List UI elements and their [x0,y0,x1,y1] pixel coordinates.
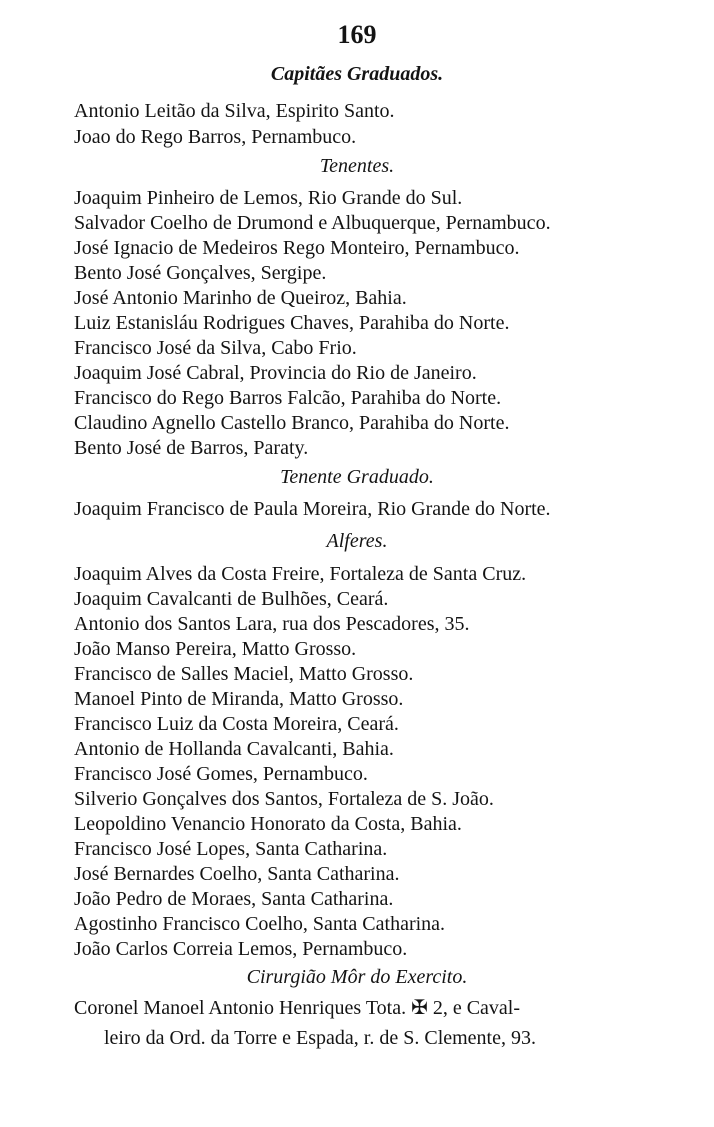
list-item: Leopoldino Venancio Honorato da Costa, Bahia. [74,813,462,835]
list-item: Bento José de Barros, Paraty. [74,437,309,459]
list-item: Salvador Coelho de Drumond e Albuquerque, Pernambuco. [74,212,551,234]
list-item: Joaquim Pinheiro de Lemos, Rio Grande do Sul. [74,187,463,209]
section-heading-capitaes-graduados: Capitães Graduados. [270,63,444,85]
section-heading-alferes: Alferes. [326,530,388,552]
list-item: João Manso Pereira, Matto Grosso. [74,638,357,660]
list-item: Antonio de Hollanda Cavalcanti, Bahia. [74,738,394,760]
list-item: Joaquim José Cabral, Provincia do Rio de Janeiro. [74,362,477,384]
list-item: Francisco de Salles Maciel, Matto Grosso. [74,663,414,685]
list-item [74,993,714,1053]
page-number: 169 [337,20,377,49]
section-heading-tenente-graduado: Tenente Graduado. [280,466,434,488]
list-item: Francisco do Rego Barros Falcão, Parahiba do Norte. [74,387,502,409]
list-item: Bento José Gonçalves, Sergipe. [74,262,327,284]
list-item: Claudino Agnello Castello Branco, Parahiba do Norte. [74,412,510,434]
entry-line-2: leiro da Ord. da Torre e Espada, r. de S. Clemente, 93. [104,1027,536,1049]
list-item: Manoel Pinto de Miranda, Matto Grosso. [74,688,404,710]
list-item: Joao do Rego Barros, Pernambuco. [74,126,357,148]
list-item: Joaquim Cavalcanti de Bulhões, Ceará. [74,588,389,610]
list-item: Joaquim Alves da Costa Freire, Fortaleza de Santa Cruz. [74,563,527,585]
section-heading-cirurgiao-mor: Cirurgião Môr do Exercito. [246,966,468,988]
list-item: José Antonio Marinho de Queiroz, Bahia. [74,287,407,309]
entry-line-1: Coronel Manoel Antonio Henriques Tota. ✠ 2, e Caval- [74,997,521,1019]
list-item: Agostinho Francisco Coelho, Santa Catharina. [74,913,446,935]
list-item: José Bernardes Coelho, Santa Catharina. [74,863,400,885]
list-item: Luiz Estanisláu Rodrigues Chaves, Parahiba do Norte. [74,312,510,334]
section-heading-tenentes: Tenentes. [319,155,395,177]
list-item: Silverio Gonçalves dos Santos, Fortaleza de S. João. [74,788,494,810]
list-item: Antonio dos Santos Lara, rua dos Pescadores, 35. [74,613,470,635]
list-item: João Pedro de Moraes, Santa Catharina. [74,888,394,910]
list-item: João Carlos Correia Lemos, Pernambuco. [74,938,408,960]
list-item: Francisco José Lopes, Santa Catharina. [74,838,388,860]
list-item: Francisco José Gomes, Pernambuco. [74,763,368,785]
list-item: Antonio Leitão da Silva, Espirito Santo. [74,100,395,122]
list-item: José Ignacio de Medeiros Rego Monteiro, Pernambuco. [74,237,520,259]
list-item: Francisco Luiz da Costa Moreira, Ceará. [74,713,399,735]
list-item: Francisco José da Silva, Cabo Frio. [74,337,357,359]
list-item: Joaquim Francisco de Paula Moreira, Rio Grande do Norte. [74,498,551,520]
